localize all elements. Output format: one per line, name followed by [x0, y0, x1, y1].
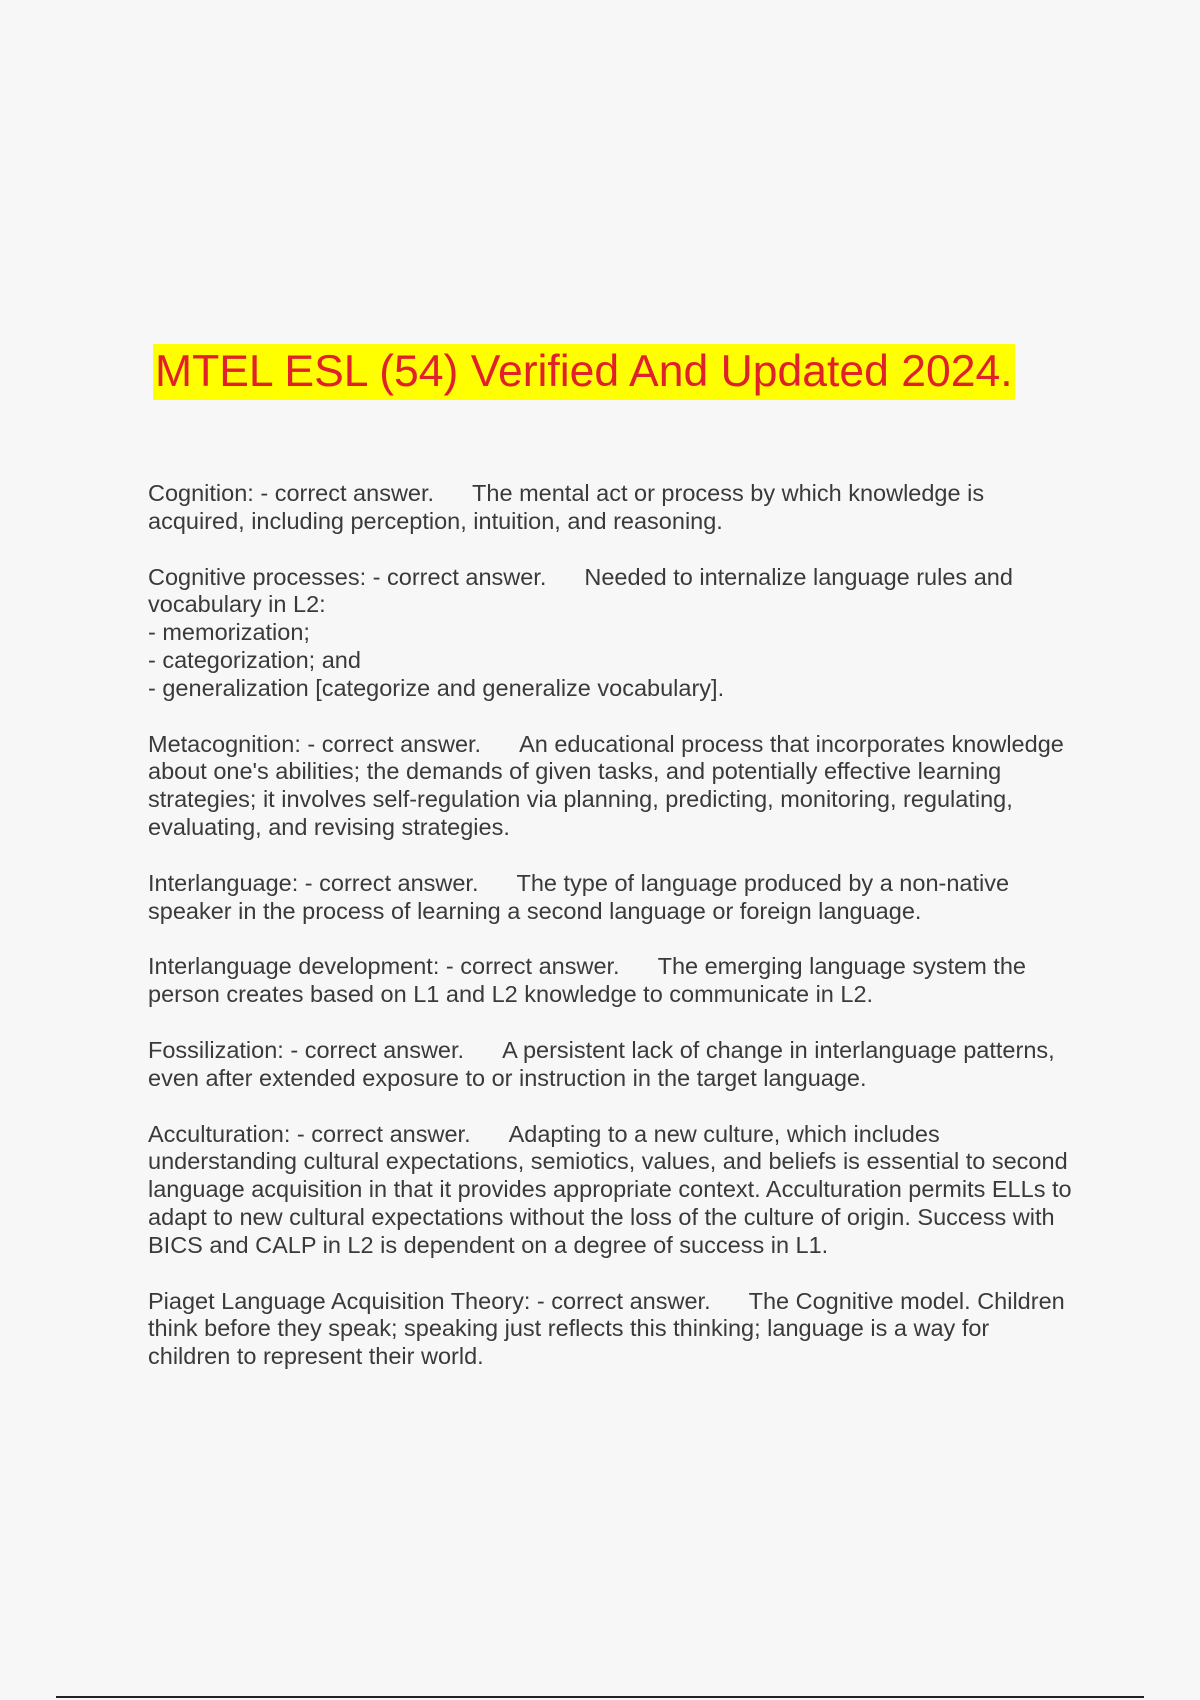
- entry-cognition: [148, 480, 1078, 536]
- answer-label: correct answer.: [460, 953, 620, 980]
- entry-term: Cognitive processes: -: [148, 563, 388, 590]
- flashcard-list: [148, 480, 1078, 1399]
- entry-term: Acculturation: -: [148, 1120, 312, 1147]
- entry-term: Interlanguage development: -: [148, 953, 461, 980]
- answer-label: correct answer.: [304, 1036, 465, 1063]
- entry-definition: Needed to internalize language rules and vocabulary in L2:: [148, 563, 1013, 618]
- list-item: - memorization;: [148, 619, 310, 646]
- entry-cognitive-processes: [148, 564, 1078, 703]
- entry-definition: The type of language produced by a non-native speaker in the process of learning a second language or foreign language.: [148, 869, 1010, 924]
- entry-definition: The emerging language system the person creates based on L1 and L2 knowledge to communicate in L2.: [148, 953, 1026, 1008]
- entry-metacognition: [148, 731, 1078, 842]
- entry-definition: The mental act or process by which knowledge is acquired, including perception, intuition, and reasoning.: [148, 480, 985, 534]
- answer-label: correct answer.: [319, 869, 479, 896]
- entry-definition: Adapting to a new culture, which includes understanding cultural expectations, semiotics, values, and beliefs is essential to second language acquisition in that it provides appropriate context. Acculturation permits ELLs to adapt to new cultural expectations without the loss of the culture of origin. Success with BICS and CALP in L2 is dependent on a degree of success in L1.: [148, 1120, 1072, 1258]
- answer-label: correct answer.: [551, 1287, 711, 1314]
- answer-label: correct answer.: [387, 563, 547, 590]
- footer-divider: [56, 1696, 1144, 1698]
- entry-term: Interlanguage: -: [148, 869, 320, 896]
- title-highlight: [153, 344, 1015, 400]
- entry-acculturation: [148, 1121, 1078, 1260]
- document-title: MTEL ESL (54) Verified And Updated 2024.: [155, 347, 1013, 396]
- entry-term: Fossilization: -: [148, 1036, 305, 1063]
- entry-interlanguage: [148, 870, 1078, 926]
- answer-label: correct answer.: [321, 730, 482, 757]
- list-item: - categorization; and: [148, 646, 361, 673]
- list-item: - generalization [categorize and generalize vocabulary].: [148, 674, 725, 701]
- entry-term: Cognition: -: [148, 480, 275, 506]
- entry-definition: A persistent lack of change in interlanguage patterns, even after extended exposure to or instruction in the target language.: [148, 1036, 1055, 1091]
- entry-term: Piaget Language Acquisition Theory: -: [148, 1287, 552, 1314]
- entry-piaget-theory: [148, 1288, 1078, 1371]
- entry-definition: An educational process that incorporates knowledge about one's abilities; the demands of given tasks, and potentially effective learning strategies; it involves self-regulation via planning, predicting, monitoring, regulating, evaluating, and revising strategies.: [148, 730, 1064, 840]
- answer-label: correct answer.: [311, 1120, 471, 1147]
- answer-label: correct answer.: [274, 480, 435, 506]
- entry-fossilization: [148, 1037, 1078, 1093]
- entry-term: Metacognition: -: [148, 730, 322, 757]
- entry-definition: The Cognitive model. Children think before they speak; speaking just reflects this thinking; language is a way for children to represent their world.: [148, 1287, 1065, 1370]
- entry-interlanguage-development: [148, 953, 1078, 1009]
